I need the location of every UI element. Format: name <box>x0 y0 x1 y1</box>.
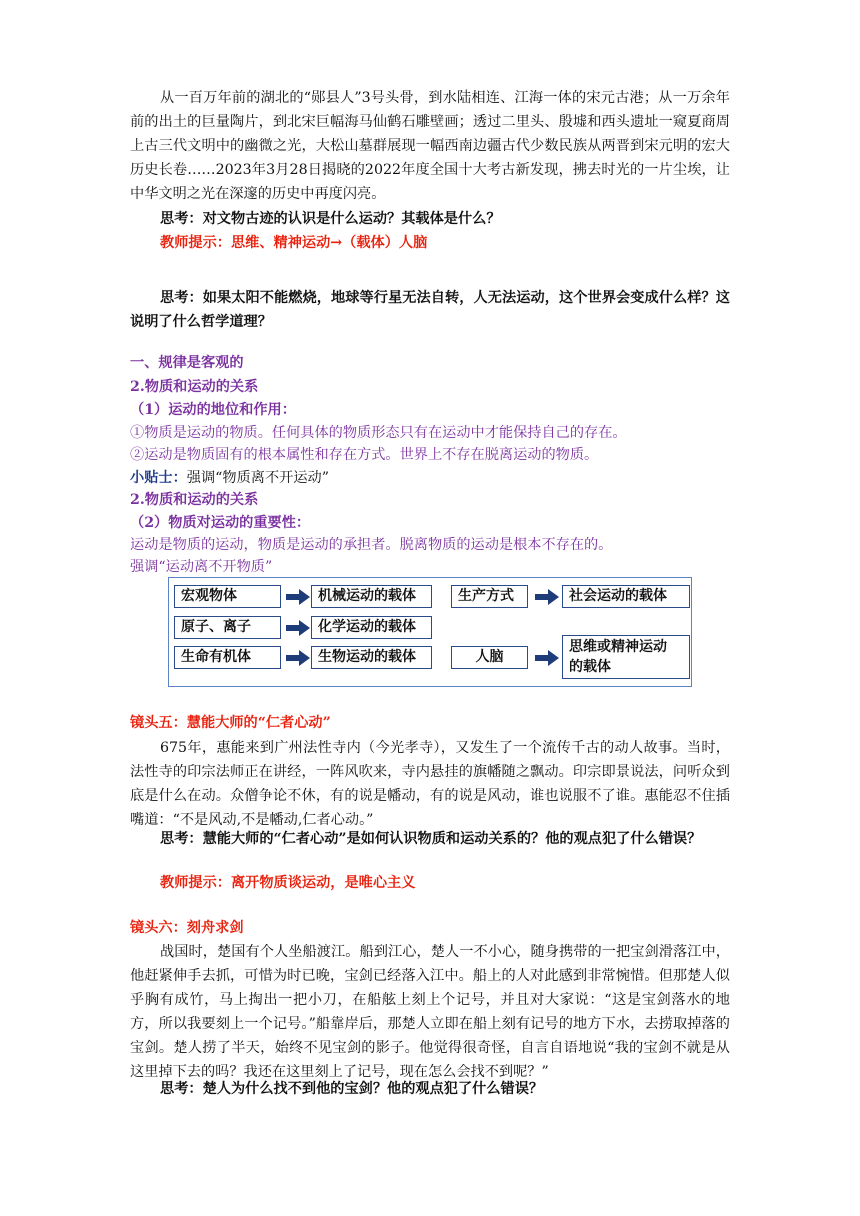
subsection-title-2: 2.物质和运动的关系 <box>130 492 259 508</box>
scene5-teacher-hint: 教师提示：离开物质谈运动，是唯心主义 <box>160 875 416 891</box>
section-heading: 一、规律是客观的 <box>130 355 244 371</box>
tip-label: 小贴士： <box>130 470 187 486</box>
emphasis-line: 强调“运动离不开物质” <box>130 559 273 575</box>
box-mechanical-carrier: 机械运动的载体 <box>311 585 432 608</box>
point1-b: ②运动是物质固有的根本属性和存在方式。世界上不存在脱离运动的物质。 <box>130 447 599 463</box>
point2-title: （2）物质对运动的重要性： <box>130 515 311 531</box>
box-biological-carrier: 生物运动的载体 <box>311 646 432 669</box>
point1-a: ①物质是运动的物质。任何具体的物质形态只有在运动中才能保持自己的存在。 <box>130 425 627 441</box>
box-production-mode: 生产方式 <box>451 585 528 608</box>
scene6-title: 镜头六：刻舟求剑 <box>130 920 244 936</box>
intro-question: 思考：对文物古迹的认识是什么运动？其载体是什么？ <box>160 211 501 227</box>
scene5-title: 镜头五：慧能大师的“仁者心动” <box>130 715 331 731</box>
point1-title: （1）运动的地位和作用： <box>130 402 296 418</box>
box-atom-ion: 原子、离子 <box>174 616 281 639</box>
matter-motion-diagram <box>168 577 692 687</box>
point2-text: 运动是物质的运动，物质是运动的承担者。脱离物质的运动是根本不存在的。 <box>130 537 613 553</box>
box-macro-object: 宏观物体 <box>174 585 281 608</box>
scene6-paragraph: 战国时，楚国有个人坐船渡江。船到江心，楚人一不小心，随身携带的一把宝剑滑落江中，他赶紧伸手去抓，可惜为时已晚，宝剑已经落入江中。船上的人对此感到非常惋惜。但那楚人似乎胸有成竹，马上掏出一把小刀，在船舷上刻上个记号，并且对大家说：“这是宝剑落水的地方，所以我要刻上一个记号。”船靠岸后，那楚人立即在船上刻有记号的地方下水，去捞取掉落的宝剑。楚人捞了半天，始终不见宝剑的影子。他觉得很奇怪，自言自语地说“我的宝剑不就是从这里掉下去的吗？我还在这里刻上了记号，现在怎么会找不到呢？” <box>130 944 730 1080</box>
tip-line <box>130 466 730 490</box>
subsection-title-1: 2.物质和运动的关系 <box>130 379 259 395</box>
box-human-brain: 人脑 <box>451 646 528 669</box>
scene6-question: 思考：楚人为什么找不到他的宝剑？他的观点犯了什么错误？ <box>160 1081 544 1097</box>
intro-teacher-hint: 教师提示：思维、精神运动→（载体）人脑 <box>160 235 428 251</box>
scene5-paragraph: 675年，惠能来到广州法性寺内（今光孝寺），又发生了一个流传千古的动人故事。当时，法性寺的印宗法师正在讲经，一阵风吹来，寺内悬挂的旗幡随之飘动。印宗即景说法，问听众到底是什么在动。众僧争论不休，有的说是幡动，有的说是风动，谁也说服不了谁。惠能忍不住插嘴道：“不是风动,不是幡动,仁者心动。” <box>130 740 730 828</box>
arrow-right-icon <box>535 589 559 605</box>
tip-text: 强调“物质离不开运动” <box>186 470 329 486</box>
question-sun: 思考：如果太阳不能燃烧，地球等行星无法自转，人无法运动，这个世界会变成什么样？这说明了什么哲学道理？ <box>130 290 730 330</box>
arrow-right-icon <box>535 650 559 666</box>
intro-paragraph: 从一百万年前的湖北的“郧县人”3号头骨，到水陆相连、江海一体的宋元古港；从一万余年前的出土的巨量陶片，到北宋巨幅海马仙鹤石雕壁画；透过二里头、殷墟和西头遗址一窥夏商周上古三代文明中的幽微之光，大松山墓群展现一幅西南边疆古代少数民族从两晋到宋元明的宏大历史长卷……2023年3月28日揭晓的2022年度全国十大考古新发现，拂去时光的一片尘埃，让中华文明之光在深邃的历史中再度闪亮。 <box>130 90 730 202</box>
arrow-right-icon <box>286 589 310 605</box>
arrow-right-icon <box>286 650 310 666</box>
thought-carrier-line2: 的载体 <box>569 659 611 675</box>
box-social-carrier: 社会运动的载体 <box>562 585 690 608</box>
arrow-right-icon <box>286 620 310 636</box>
thought-carrier-line1: 思维或精神运动 <box>569 639 667 655</box>
box-thought-carrier <box>562 635 690 679</box>
box-chemical-carrier: 化学运动的载体 <box>311 616 432 639</box>
box-living-organism: 生命有机体 <box>174 646 281 669</box>
scene5-question: 思考：慧能大师的“仁者心动”是如何认识物质和运动关系的？他的观点犯了什么错误？ <box>160 831 702 847</box>
